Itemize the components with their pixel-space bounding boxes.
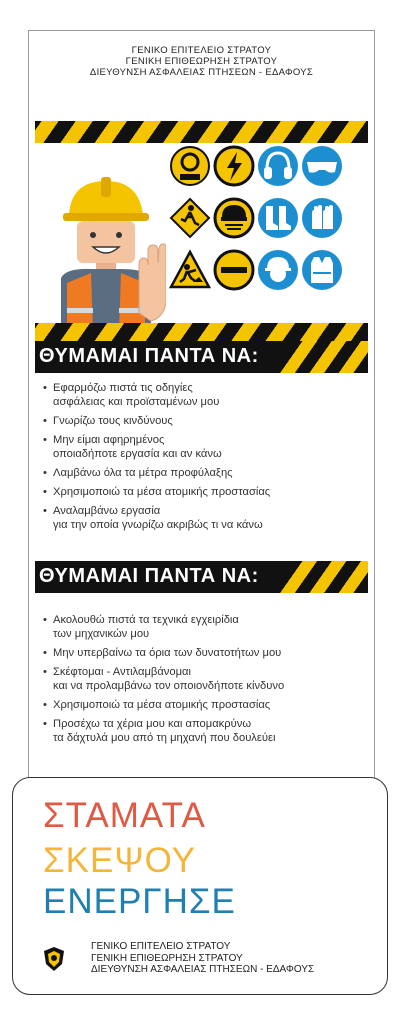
list-item <box>43 485 363 499</box>
safety-boots-icon <box>257 197 299 239</box>
section-2-heading: ΘΥΜΑΜΑΙ ΠΑΝΤΑ ΝΑ: <box>39 565 259 587</box>
footer-line-1: ΓΕΝΙΚΟ ΕΠΙΤΕΛΕΙΟ ΣΤΡΑΤΟΥ <box>91 941 231 952</box>
section-1-list <box>43 381 363 537</box>
high-voltage-icon <box>213 145 255 187</box>
list-item <box>43 433 363 461</box>
list-item <box>43 698 363 712</box>
list-item-line: • Μην υπερβαίνω τα όρια των δυνατοτήτων μου <box>53 647 282 659</box>
list-item <box>43 414 363 428</box>
no-entry-icon <box>213 249 255 291</box>
list-item <box>43 381 363 409</box>
list-item-line: ασφάλειας και προϊσταμένων μου <box>53 396 220 408</box>
footer-text <box>91 941 314 976</box>
list-item <box>43 466 363 480</box>
list-item-line: • Σκέφτομαι - Αντιλαμβάνομαι <box>53 666 192 678</box>
list-item <box>43 646 363 660</box>
list-item-line: των μηχανικών μου <box>53 628 150 640</box>
welding-mask-icon <box>213 197 255 239</box>
safety-vest-icon <box>301 249 343 291</box>
list-item-line: • Λαμβάνω όλα τα μέτρα προφύλαξης <box>53 467 233 479</box>
slogan-think: ΣΚΕΨΟΥ <box>43 841 197 880</box>
list-item-line: τα δάχτυλά μου από τη μηχανή που δουλεύει <box>53 732 276 744</box>
army-emblem-icon <box>43 946 65 972</box>
section-1-heading: ΘΥΜΑΜΑΙ ΠΑΝΤΑ ΝΑ: <box>39 345 259 367</box>
list-item-line: • Αναλαμβάνω εργασία <box>53 505 161 517</box>
header-line-2: ΓΕΝΙΚΗ ΕΠΙΘΕΩΡΗΣΗ ΣΤΡΑΤΟΥ <box>125 56 278 67</box>
road-works-icon <box>169 249 211 291</box>
hazard-stripe-top <box>35 121 368 143</box>
list-item-line: • Μην είμαι αφηρημένος <box>53 434 165 446</box>
safety-icons-grid <box>49 145 369 335</box>
slogan-card <box>12 777 388 995</box>
section-2-banner <box>35 561 368 593</box>
header-line-1: ΓΕΝΙΚΟ ΕΠΙΤΕΛΕΙΟ ΣΤΡΑΤΟΥ <box>131 45 272 56</box>
list-item <box>43 717 363 745</box>
list-item-line: • Ακολουθώ πιστά τα τεχνικά εγχειρίδια <box>53 614 239 626</box>
section-2-list <box>43 613 363 750</box>
list-item-line: • Χρησιμοποιώ τα μέσα ατομικής προστασίας <box>53 486 271 498</box>
header-line-3: ΔΙΕΥΘΥΝΣΗ ΑΣΦΑΛΕΙΑΣ ΠΤΗΣΕΩΝ - ΕΔΑΦΟΥΣ <box>89 67 314 78</box>
footer-line-2: ΓΕΝΙΚΗ ΕΠΙΘΕΩΡΗΣΗ ΣΤΡΑΤΟΥ <box>91 952 243 964</box>
list-item-line: • Χρησιμοποιώ τα μέσα ατομικής προστασίας <box>53 699 271 711</box>
list-item <box>43 665 363 693</box>
hazard-sign-icon <box>169 145 211 187</box>
banner-stripe-tail <box>278 341 368 373</box>
hazard-stripe-1 <box>35 323 368 341</box>
footer-line-3: ΔΙΕΥΘΥΝΣΗ ΑΣΦΑΛΕΙΑΣ ΠΤΗΣΕΩΝ - ΕΔΑΦΟΥΣ <box>91 964 315 975</box>
hard-hat-icon <box>257 249 299 291</box>
list-item-line: οποιαδήποτε εργασία και αν κάνω <box>53 448 222 460</box>
list-item-line: • Γνωρίζω τους κινδύνους <box>53 415 173 427</box>
list-item-line: και να προλαμβάνω τον οποιονδήποτε κίνδυνο <box>53 680 285 692</box>
banner-stripe-tail <box>278 561 368 593</box>
list-item-line: • Προσέχω τα χέρια μου και απομακρύνω <box>53 718 252 730</box>
list-item <box>43 504 363 532</box>
slippery-floor-icon <box>169 197 211 239</box>
list-item-line: για την οποία γνωρίζω ακριβώς τι να κάνω <box>53 519 263 531</box>
eye-protection-icon <box>301 145 343 187</box>
slogan-stop: ΣΤΑΜΑΤΑ <box>43 796 206 835</box>
list-item <box>43 613 363 641</box>
header-text <box>29 45 374 78</box>
safety-poster <box>28 30 375 791</box>
slogan-act: ΕΝΕΡΓΗΣΕ <box>43 882 236 921</box>
safety-gloves-icon <box>301 197 343 239</box>
ear-protection-icon <box>257 145 299 187</box>
list-item-line: • Εφαρμόζω πιστά τις οδηγίες <box>53 382 193 394</box>
section-1-banner <box>35 341 368 373</box>
